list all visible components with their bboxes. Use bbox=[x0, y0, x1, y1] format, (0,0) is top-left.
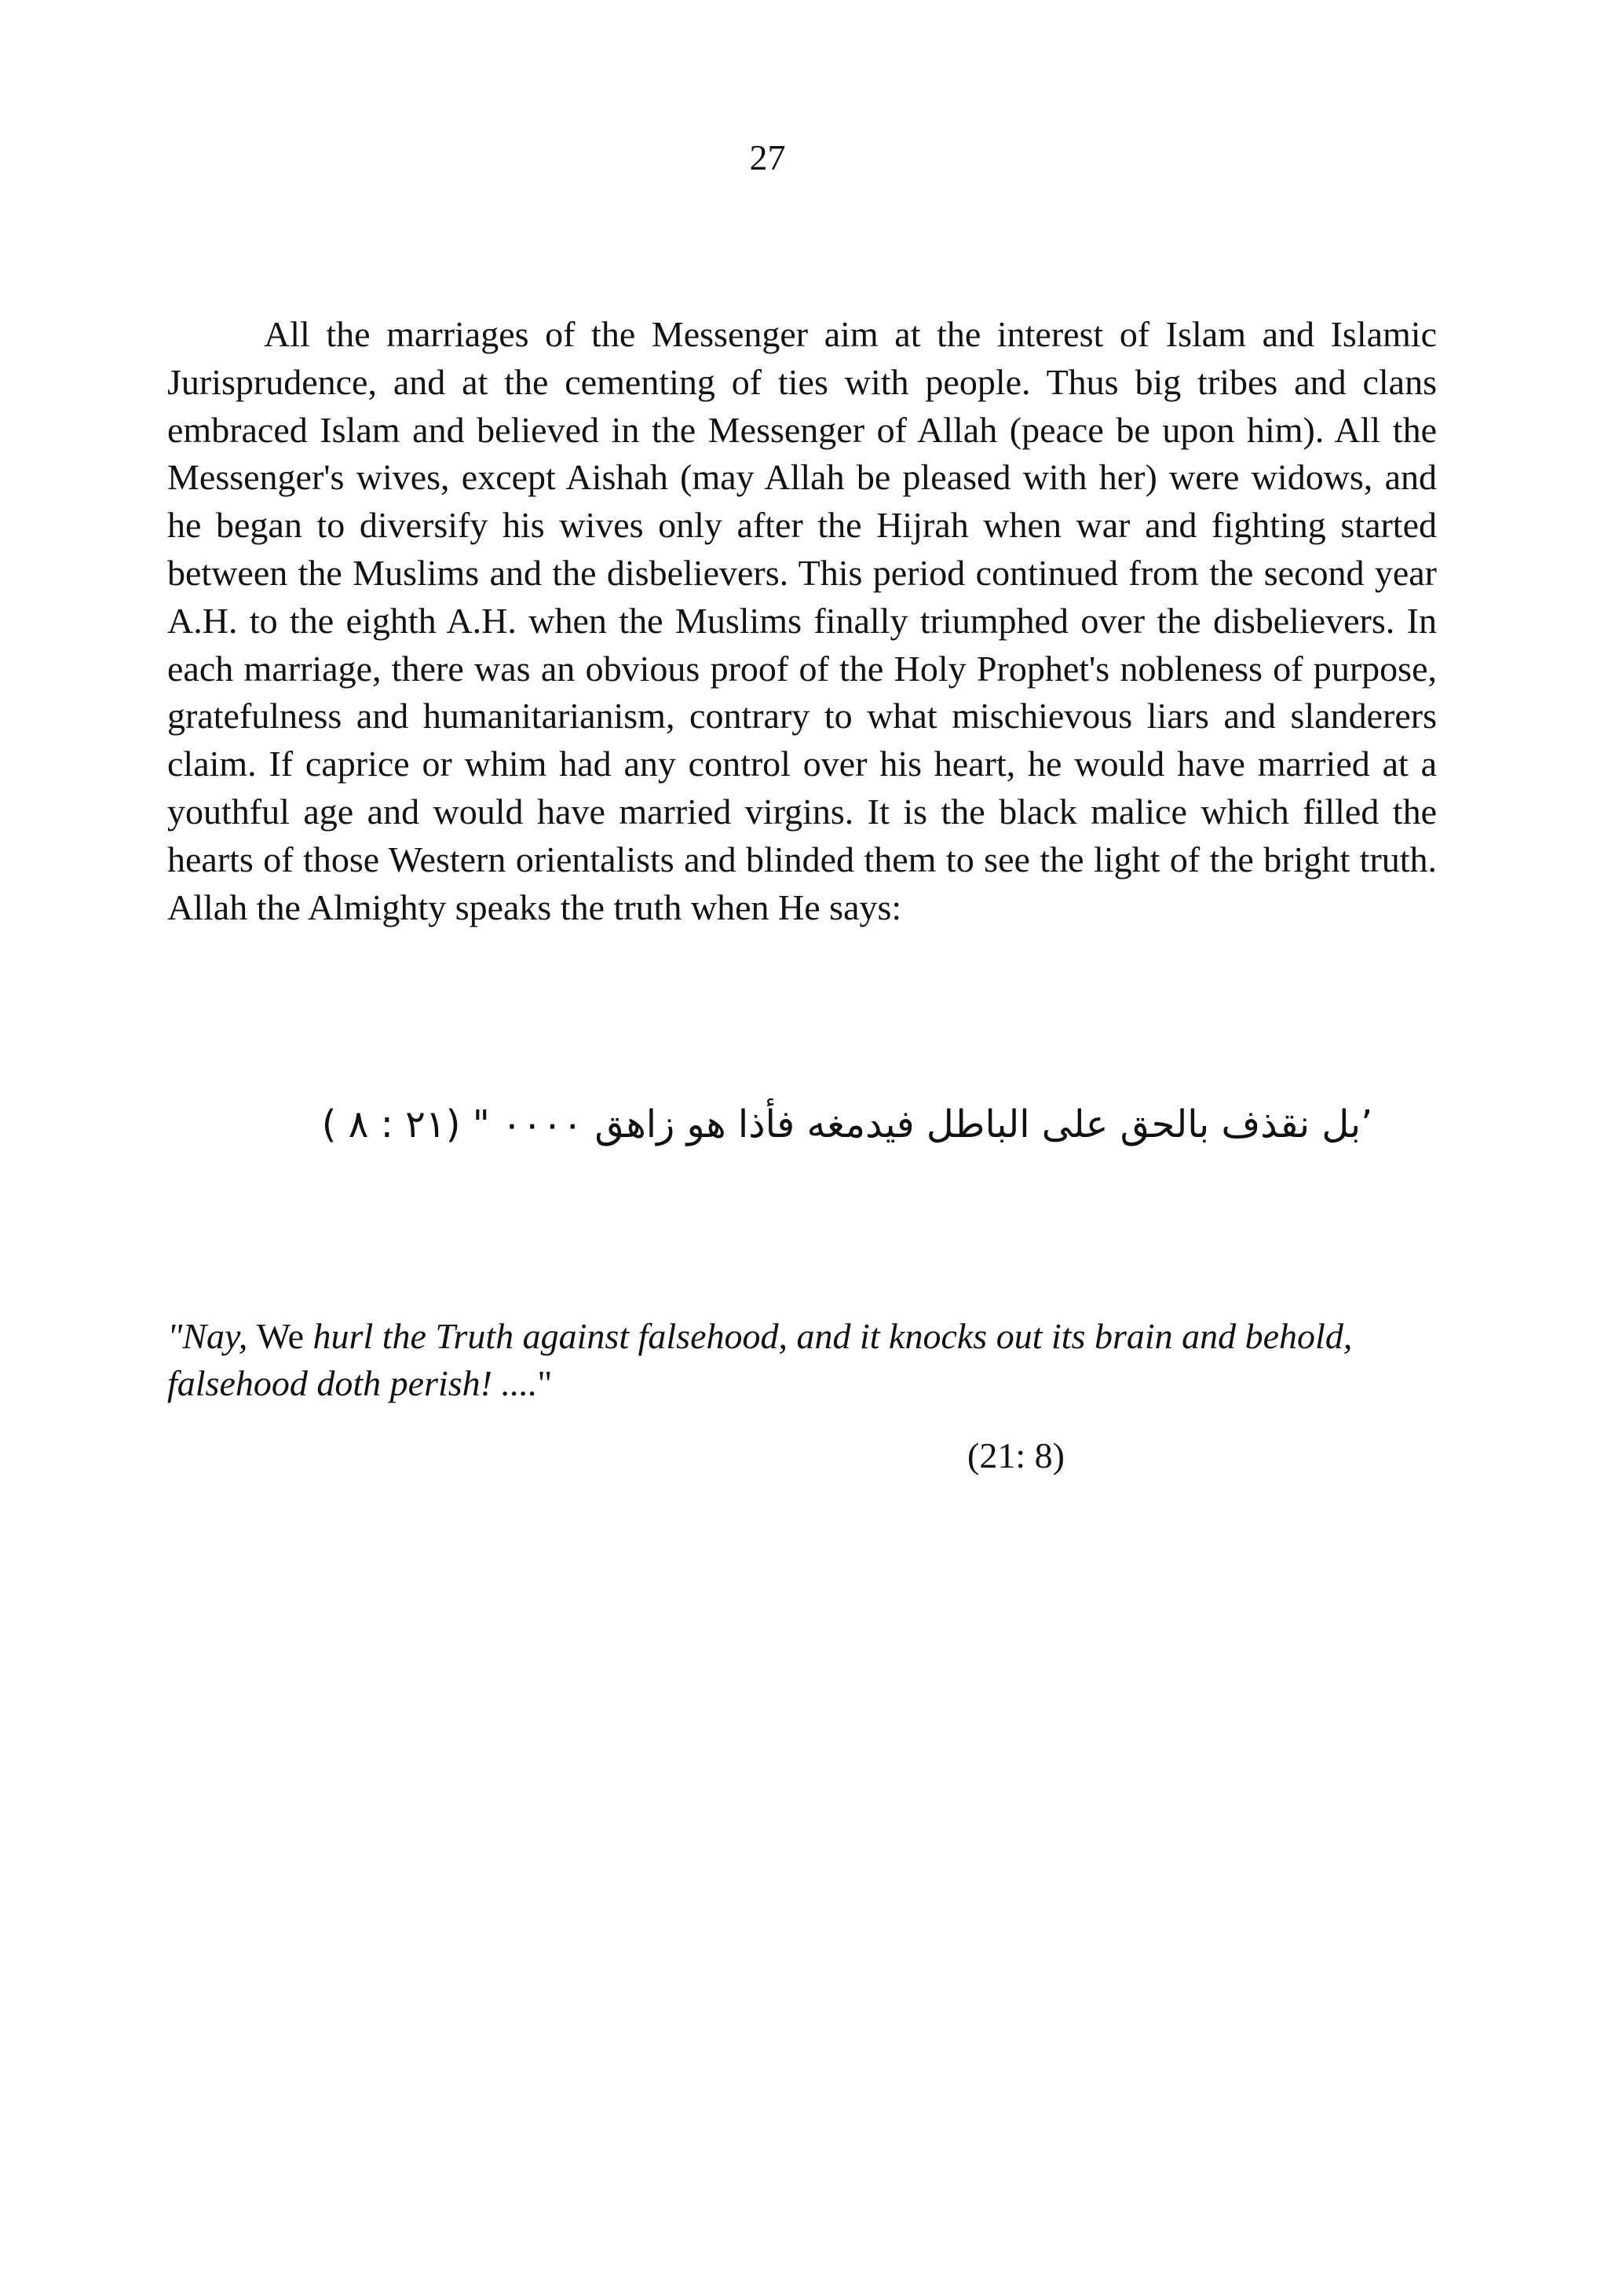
verse-translation bbox=[167, 1313, 1437, 1407]
translation-open: "Nay, bbox=[167, 1316, 257, 1356]
translation-text: hurl the Truth against falsehood, and it knocks out its brain and behold, falsehood doth perish! .... bbox=[167, 1316, 1353, 1403]
verse-reference: (21: 8) bbox=[967, 1435, 1065, 1475]
translation-close: " bbox=[537, 1363, 553, 1403]
translation-we: We bbox=[256, 1316, 313, 1356]
arabic-verse: ’بل نقذف بالحق على الباطل فيدمغه فأذا هو زاهق ۰۰۰۰ " (۲۱ : ۸ ) bbox=[321, 1102, 1373, 1146]
page-number: 27 bbox=[749, 137, 786, 177]
body-paragraph: All the marriages of the Messenger aim at the interest of Islam and Islamic Jurisprudence, and at the cementing of ties with people. Thus big tribes and clans embraced Islam and believed in the Messenger of Allah (peace be upon him). All the Messenger's wives, except Aishah (may Allah be pleased with her) were widows, and he began to diversify his wives only after the Hijrah when war and fighting started between the Muslims and the disbelievers. This period continued from the second year A.H. to the eighth A.H. when the Muslims finally triumphed over the disbelievers. In each marriage, there was an obvious proof of the Holy Prophet's nobleness of purpose, gratefulness and humanitarianism, contrary to what mischievous liars and slanderers claim. If caprice or whim had any control over his heart, he would have married at a youthful age and would have married virgins. It is the black malice which filled the hearts of those Western orientalists and blinded them to see the light of the bright truth. Allah the Almighty speaks the truth when He says: bbox=[167, 314, 1437, 927]
